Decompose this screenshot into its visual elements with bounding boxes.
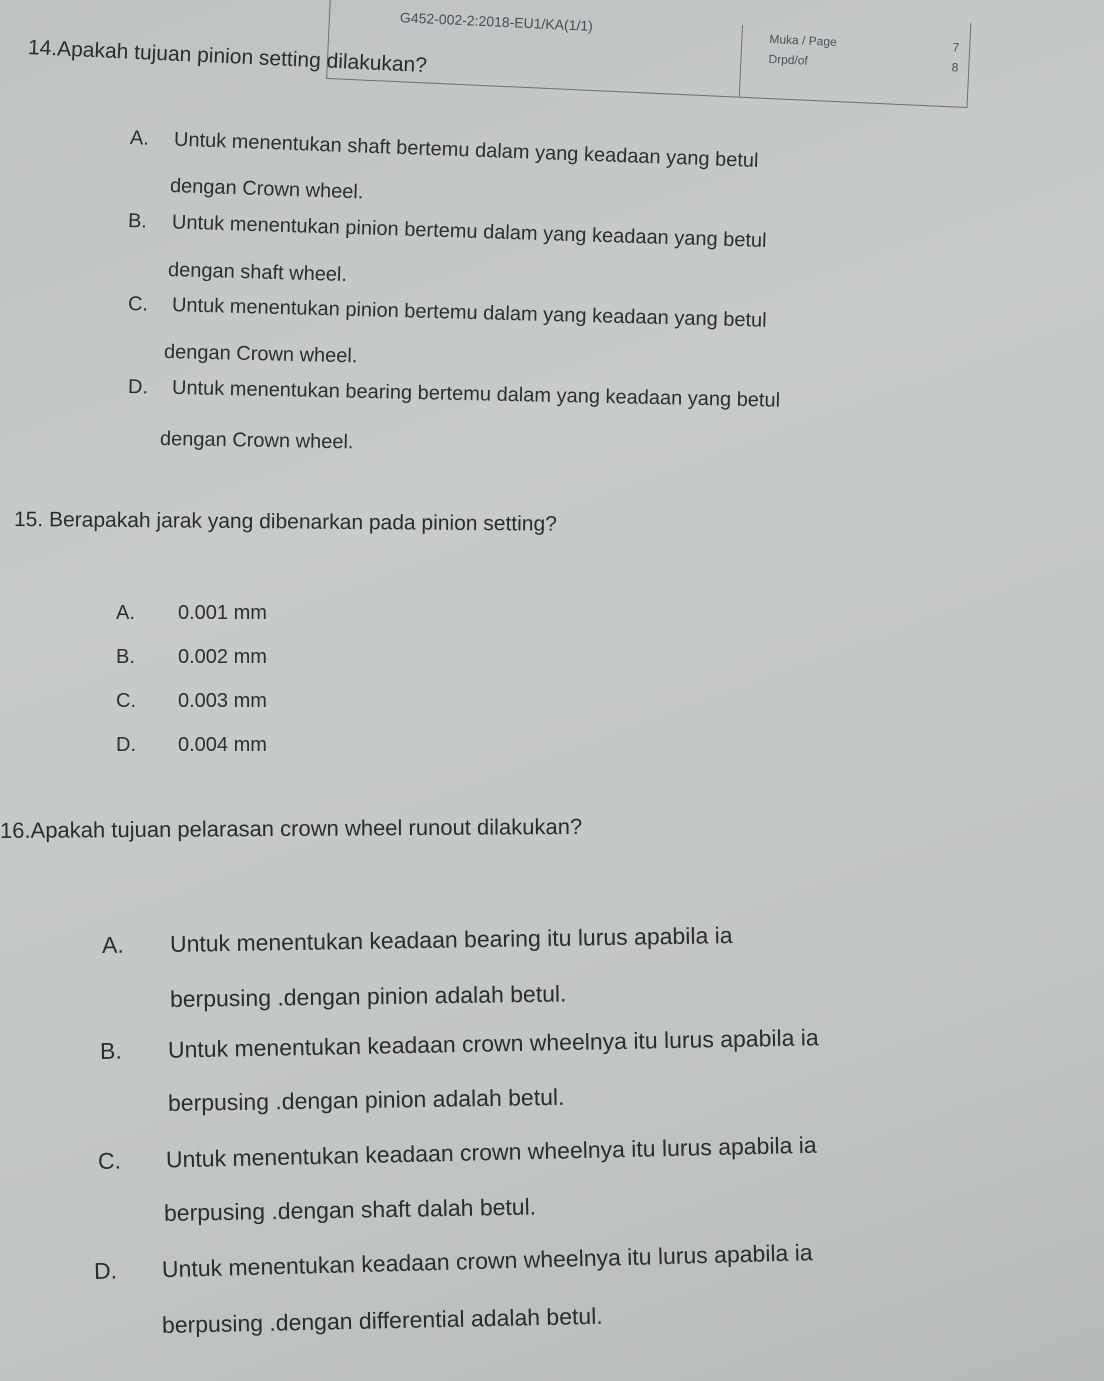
option-16-a[interactable]	[102, 922, 733, 959]
option-14-c[interactable]	[128, 293, 767, 333]
of-value: 8	[951, 60, 959, 75]
option-15-b[interactable]	[116, 646, 267, 669]
option-letter: B.	[116, 646, 135, 668]
question-text: Apakah tujuan pinion setting dilakukan?	[56, 37, 428, 78]
option-16-b[interactable]	[100, 1024, 819, 1065]
option-letter: A.	[101, 931, 124, 958]
option-16-b-continuation: berpusing .dengan pinion adalah betul.	[167, 1083, 565, 1116]
option-text: Untuk menentukan pinion bertemu dalam yang keadaan yang betul	[171, 211, 767, 253]
option-text: 0.004 mm	[178, 734, 267, 756]
option-letter: C.	[97, 1147, 122, 1174]
option-letter: A.	[129, 127, 150, 150]
option-14-b[interactable]	[128, 210, 767, 253]
option-15-a[interactable]	[116, 602, 267, 625]
question-text: Berapakah jarak yang dibenarkan pada pinion setting?	[48, 508, 558, 536]
option-14-d[interactable]	[128, 376, 781, 413]
option-text: Untuk menentukan keadaan crown wheelnya itu lurus apabila ia	[161, 1239, 813, 1283]
question-number: 16.	[0, 817, 31, 843]
option-letter: B.	[99, 1037, 122, 1064]
option-text: 0.003 mm	[178, 690, 267, 712]
option-text: 0.002 mm	[178, 646, 267, 668]
option-14-b-continuation: dengan shaft wheel.	[167, 259, 348, 286]
option-16-a-continuation: berpusing .dengan pinion adalah betul.	[169, 980, 567, 1012]
option-14-c-continuation: dengan Crown wheel.	[163, 341, 358, 368]
option-15-c[interactable]	[116, 690, 267, 713]
page-value: 7	[952, 40, 960, 55]
of-label: Drpd/of	[768, 51, 809, 68]
option-text: Untuk menentukan pinion bertemu dalam yang keadaan yang betul	[171, 294, 767, 332]
option-letter: B.	[127, 210, 148, 233]
question-text: Apakah tujuan pelarasan crown wheel runout dilakukan?	[30, 813, 583, 843]
document-code: G452-002-2:2018-EU1/KA(1/1)	[398, 9, 742, 80]
question-15	[14, 508, 557, 537]
option-letter: A.	[116, 602, 135, 624]
question-number: 14.	[27, 36, 58, 61]
option-text: Untuk menentukan keadaan crown wheelnya itu lurus apabila ia	[165, 1131, 817, 1173]
option-text: 0.001 mm	[178, 602, 267, 624]
option-16-d[interactable]	[94, 1239, 813, 1285]
option-letter: C.	[116, 690, 136, 712]
question-16	[0, 814, 582, 844]
option-letter: D.	[93, 1257, 118, 1284]
option-16-d-continuation: berpusing .dengan differential adalah betul.	[161, 1302, 603, 1338]
option-text: Untuk menentukan bearing bertemu dalam yang keadaan yang betul	[171, 376, 781, 412]
option-text: Untuk menentukan shaft bertemu dalam yang keadaan yang betul	[173, 128, 759, 173]
page-label: Muka / Page	[769, 31, 838, 50]
option-text: Untuk menentukan keadaan crown wheelnya itu lurus apabila ia	[167, 1024, 819, 1063]
option-letter: C.	[127, 293, 149, 316]
option-letter: D.	[116, 734, 136, 756]
option-16-c-continuation: berpusing .dengan shaft dalah betul.	[163, 1193, 537, 1226]
option-14-d-continuation: dengan Crown wheel.	[159, 428, 354, 454]
page-info	[768, 32, 960, 81]
option-14-a-continuation: dengan Crown wheel.	[169, 175, 364, 204]
option-16-c[interactable]	[98, 1132, 817, 1175]
option-letter: D.	[127, 376, 149, 399]
option-14-a[interactable]	[130, 127, 759, 173]
question-number: 15.	[13, 508, 44, 532]
option-text: Untuk menentukan keadaan bearing itu lurus apabila ia	[169, 922, 733, 957]
option-15-d[interactable]	[116, 734, 267, 757]
